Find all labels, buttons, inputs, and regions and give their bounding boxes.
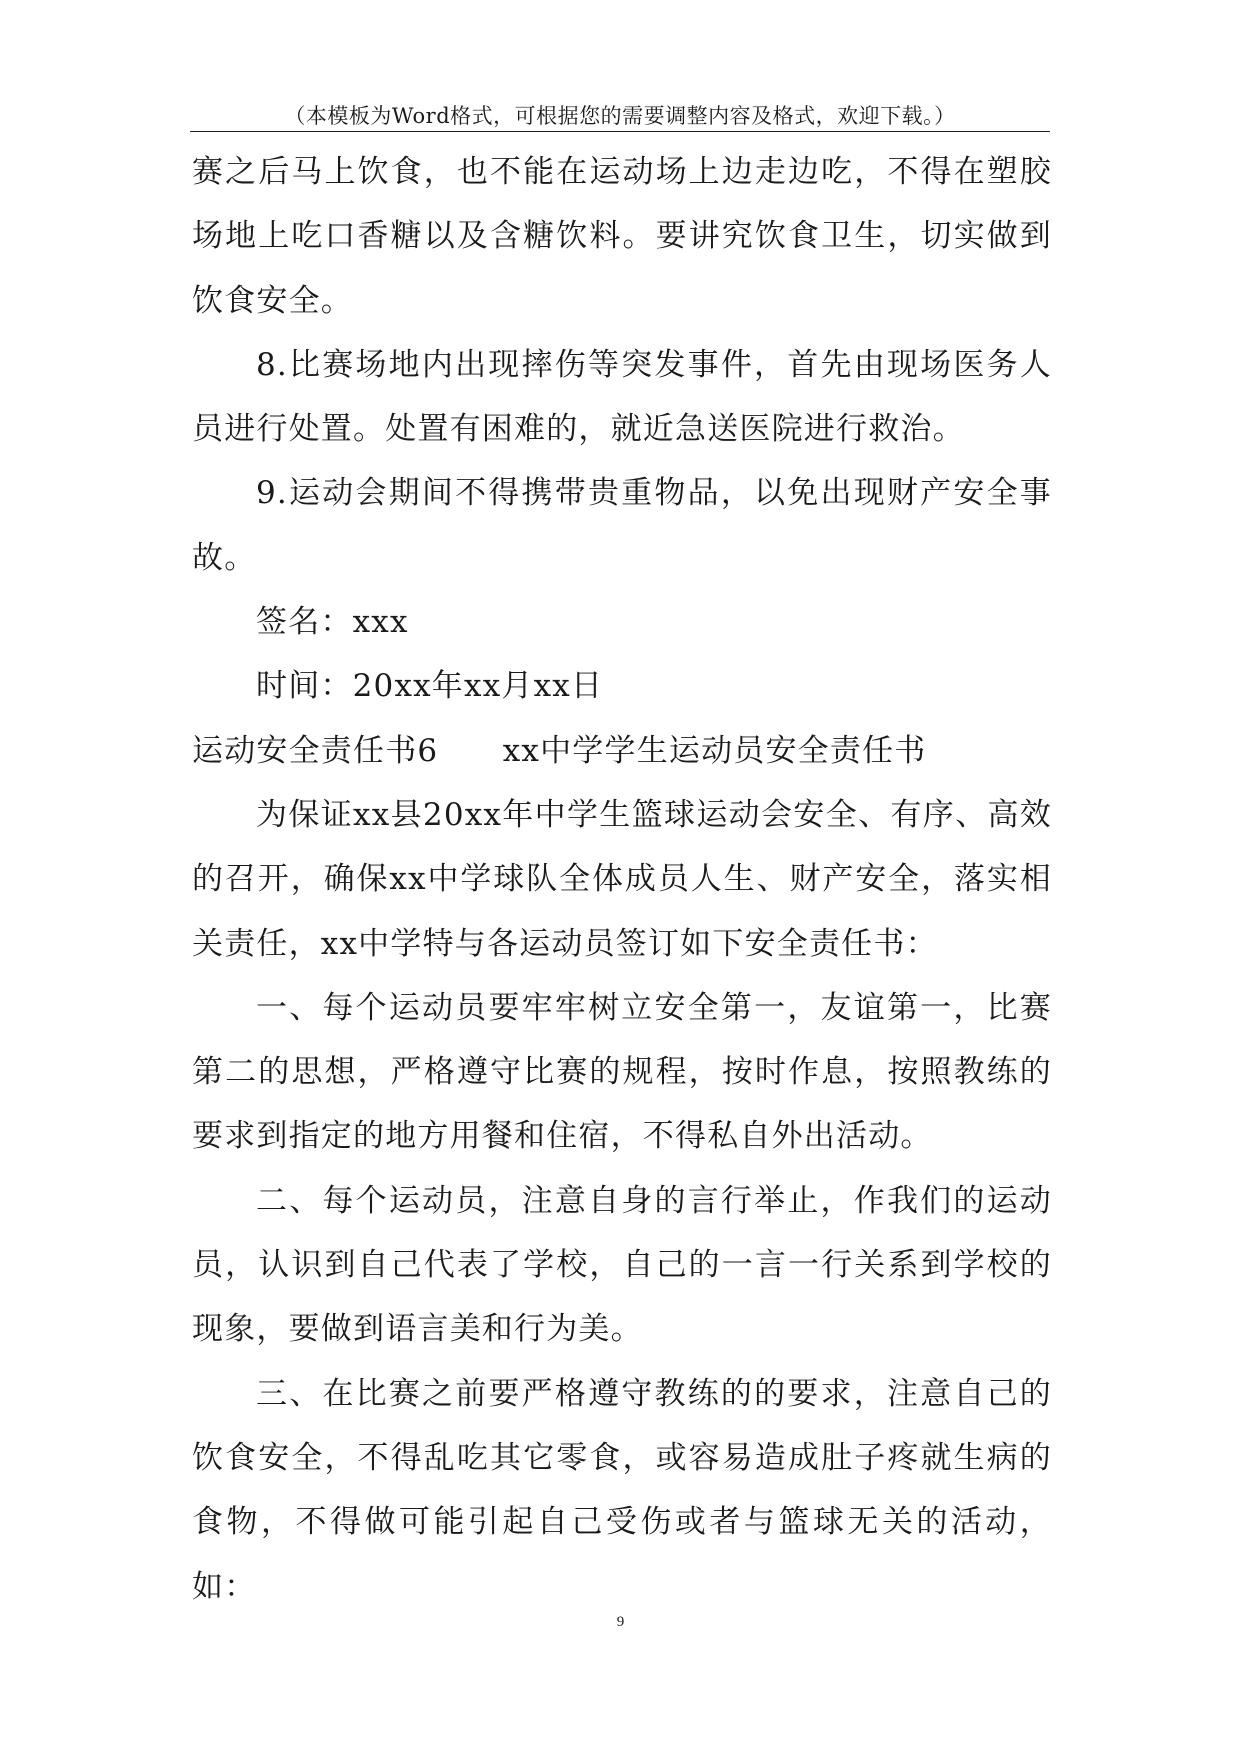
paragraph-rule-1: 一、每个运动员要牢牢树立安全第一，友谊第一，比赛第二的思想，严格遵守比赛的规程，按时作息，按照教练的要求到指定的地方用餐和住宿，不得私自外出活动。 — [192, 989, 1052, 1155]
section-heading: 运动安全责任书6 xx中学学生运动员安全责任书 — [192, 732, 927, 769]
paragraph-3: 9.运动会期间不得携带贵重物品，以免出现财产安全事故。 — [192, 475, 1052, 576]
paragraph-intro: 为保证xx县20xx年中学生篮球运动会安全、有序、高效的召开，确保xx中学球队全体成员人生、财产安全，落实相关责任，xx中学特与各运动员签订如下安全责任书： — [192, 796, 1052, 962]
signature-line: 签名：xxx — [256, 604, 409, 641]
page-number: 9 — [616, 1614, 625, 1630]
paragraph-rule-3: 三、在比赛之前要严格遵守教练的的要求，注意自己的饮食安全，不得乱吃其它零食，或容易造成肚子疼就生病的食物，不得做可能引起自己受伤或者与篮球无关的活动，如： — [192, 1375, 1052, 1605]
template-header-note: （本模板为Word格式，可根据您的需要调整内容及格式，欢迎下载。） — [284, 104, 956, 128]
paragraph-1: 赛之后马上饮食，也不能在运动场上边走边吃，不得在塑胶场地上吃口香糖以及含糖饮料。要讲究饮食卫生，切实做到饮食安全。 — [192, 154, 1052, 319]
document-body — [192, 140, 1052, 1619]
paragraph-rule-2: 二、每个运动员，注意自身的言行举止，作我们的运动员，认识到自己代表了学校，自己的一言一行关系到学校的现象，要做到语言美和行为美。 — [192, 1182, 1052, 1348]
header-divider — [190, 131, 1050, 132]
date-line: 时间：20xx年xx月xx日 — [256, 668, 604, 705]
paragraph-2: 8.比赛场地内出现摔伤等突发事件，首先由现场医务人员进行处置。处置有困难的，就近急送医院进行救治。 — [192, 346, 1052, 448]
